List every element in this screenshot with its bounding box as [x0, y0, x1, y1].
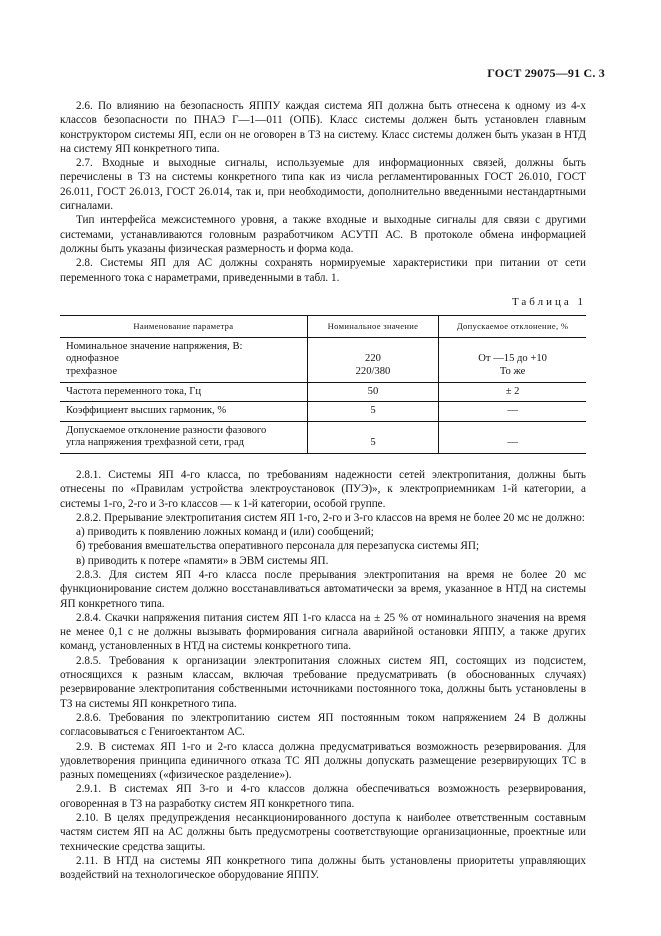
page-header: ГОСТ 29075—91 С. 3 [487, 66, 605, 80]
paragraph-2-8-2: 2.8.2. Прерывание электропитания систем ЯП 1-го, 2-го и 3-го классов на время не более 20 мс не должно: [76, 511, 585, 524]
paragraph-2-7-interface: Тип интерфейса межсистемного уровня, а также входные и выходные сигналы для связи с другими системами, устанавливаются головным разработчиком АСУТП АС. В протоколе обмена информацией должны быть указаны физическая размерность и форма кода. [60, 214, 586, 255]
paragraph-2-6: 2.6. По влиянию на безопасность ЯППУ каждая система ЯП должна быть отнесена к одному из 4-х классов безопасности по ПНАЭ Г—1—011 (ОПБ). Класс системы должен быть установлен главным конструктором системы ЯП, если он не оговорен в ТЗ на систему. Класс системы должен быть указан в НТД на систему ЯП конкретного типа. [60, 100, 586, 155]
table-row [60, 382, 586, 402]
deviation-cell: От —15 до +10 То же [439, 337, 586, 382]
paragraph-2-7: 2.7. Входные и выходные сигналы, используемые для информационных связей, должны быть перечислены в ТЗ на системы конкретного типа как из числа регламентированных ГОСТ 26.010, ГОСТ 26.011, ГОСТ 26.013, ГОСТ 26.014, так и, при необходимости, дополнительно введенными нестандартными сигналами. [60, 157, 586, 213]
table-row [60, 421, 586, 453]
paragraph-2-9-1: 2.9.1. В системах ЯП 3-го и 4-го классов должна обеспечиваться возможность резервирования, оговоренная в ТЗ на разработку систем ЯП конкретного типа. [60, 783, 586, 810]
parameter-cell: Номинальное значение напряжения, В: однофазное трехфазное [60, 337, 307, 382]
parameter-cell: Допускаемое отклонение разности фазового угла напряжения трехфазной сети, град [60, 421, 307, 453]
table-header-row [60, 316, 586, 338]
table-row [60, 402, 586, 422]
paragraph-2-8-5: 2.8.5. Требования к организации электропитания сложных систем ЯП, состоящих из подсистем, относящихся к разным классам, включая требование предусматривать (в обоснованных случаях) резервирование электропитания собственными источниками постоянного тока, должны быть установлены в ТЗ на системы ЯП конкретного типа. [60, 654, 586, 710]
power-parameters-table [60, 315, 586, 454]
column-header-deviation: Допускаемое отклонение, % [439, 316, 586, 338]
list-item-c: в) приводить к потере «памяти» в ЭВМ системы ЯП. [76, 554, 329, 567]
paragraph-2-8-3: 2.8.3. Для систем ЯП 4-го класса после прерывания электропитания на время не более 20 мс функционирование систем должно восстанавливаться автоматически за время, указанное в НТД на системы ЯП конкретного типа. [60, 568, 586, 610]
list-item-b: б) требования вмешательства оперативного персонала для перезапуска системы ЯП; [76, 540, 480, 553]
document-body [60, 99, 586, 883]
paragraph-2-8-4: 2.8.4. Скачки напряжения питания систем ЯП 1-го класса на ± 25 % от номинального значения на время не менее 0,1 с не должны вызывать формирования сигнала аварийной остановки ЯППУ, а также других команд, установленных в НТД на системы конкретного типа. [60, 611, 586, 653]
paragraph-2-8-6: 2.8.6. Требования по электропитанию систем ЯП постоянным током напряжением 24 В должны согласовываться с Гениroектантом АС. [60, 711, 586, 739]
list-item-a: а) приводить к появлению ложных команд и (или) сообщений; [76, 526, 374, 539]
table-caption: Таблица 1 [511, 295, 586, 308]
table-row [60, 337, 586, 382]
paragraph-2-8: 2.8. Системы ЯП для АС должны сохранять нормируемые характеристики при питании от сети переменного тока с нараметрами, приведенными в табл. 1. [60, 257, 586, 284]
nominal-cell: 5 [307, 402, 439, 422]
paragraph-2-11: 2.11. В НТД на системы ЯП конкретного типа должны быть установлены приоритеты управляющих воздействий на технологическое оборудование ЯППУ. [60, 854, 586, 882]
nominal-cell: 5 [307, 421, 439, 453]
deviation-cell: ± 2 [439, 382, 586, 402]
deviation-cell: — [439, 421, 586, 453]
column-header-parameter: Наименование параметра [60, 316, 307, 338]
column-header-nominal: Номинальное значение [307, 316, 439, 338]
paragraph-2-9: 2.9. В системах ЯП 1-го и 2-го класса должна предусматриваться возможность резервирования. Для удовлетворения принципа единичного отказа ТС ЯП должны допускать размещение резервирующих ТС в разных помещениях («физическое разделение»). [60, 740, 586, 782]
paragraph-2-10: 2.10. В целях предупреждения несанкционированного доступа к наиболее ответственным составным частям систем ЯП на АС должны быть предусмотрены соответствующие организационные, проектные или технические средства защиты. [60, 812, 586, 853]
nominal-cell: 220 220/380 [307, 337, 439, 382]
paragraph-2-8-1: 2.8.1. Системы ЯП 4-го класса, по требованиям надежности сетей электропитания, должны быть отнесены по «Правилам устройства электроустановок (ПУЭ)», к электроприемникам 1-й категории, а системы 1-го, 2-го и 3-го классов — к 1-й категории, особой группе. [60, 468, 586, 510]
deviation-cell: — [439, 402, 586, 422]
parameter-cell: Коэффициент высших гармоник, % [60, 402, 307, 422]
parameter-cell: Частота переменного тока, Гц [60, 382, 307, 402]
nominal-cell: 50 [307, 382, 439, 402]
